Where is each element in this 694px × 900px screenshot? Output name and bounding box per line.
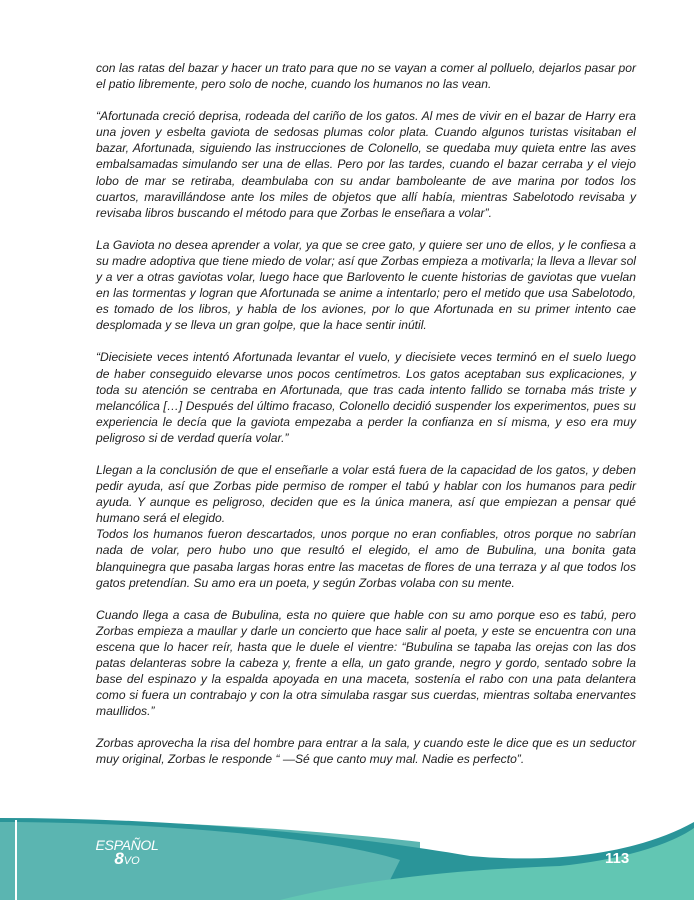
brand-grade-suffix: VO — [123, 855, 140, 867]
paragraph-5: Llegan a la conclusión de que el enseñarle a volar está fuera de la capacidad de los gatos, y deben pedir ayuda, así que Zorbas pide permiso de romper el tabú y hablar con los humanos para pedir ayuda. Y aunque es peligroso, deciden que es la única manera, así que empiezan a pensar qué humano será el elegido. — [96, 462, 636, 526]
brand-logo — [92, 838, 162, 868]
page-body — [96, 60, 636, 784]
paragraph-7: Cuando llega a casa de Bubulina, esta no quiere que hable con su amo porque eso es tabú, pero Zorbas empieza a maullar y darle un concierto que hace salir al poeta, y este se encuentra con una escena que lo hacer reír, hasta que le duele el vientre: “Bubulina se tapaba las orejas con las dos patas delanteras sobre la cabeza y, frente a ella, un gato grande, negro y gordo, sentado sobre la base del espinazo y la espalda apoyada en una maceta, sostenía el rabo con una pata delantera como si fuera un contrabajo y con la otra simulaba rasgar sus cuerdas, mientras soltaba enervantes maullidos.” — [96, 607, 636, 719]
paragraph-8: Zorbas aprovecha la risa del hombre para entrar a la sala, y cuando este le dice que es un seductor muy original, Zorbas le responde “ —Sé que canto muy mal. Nadie es perfecto”. — [96, 736, 636, 767]
brand-grade-number: 8 — [114, 849, 124, 868]
paragraph-4-quote: “Diecisiete veces intentó Afortunada levantar el vuelo, y diecisiete veces terminó en el suelo luego de haber conseguido elevarse unos pocos centímetros. Los gatos aceptaban sus explicaciones, y toda su atención se centraba en Afortunada, que tras cada intento fallido se tornaba más triste y melancólica […] Después del último fracaso, Colonello decidió suspender los experimentos, pues su experiencia le decía que la gaviota empezaba a perder la confianza en sí misma, y eso era muy peligroso si de verdad quería volar.” — [96, 350, 636, 445]
brand-grade — [92, 849, 162, 868]
page-number: 113 — [605, 850, 630, 867]
paragraph-3: La Gaviota no desea aprender a volar, ya que se cree gato, y quiere ser uno de ellos, y le confiesa a su madre adoptiva que tiene miedo de volar; así que Zorbas empieza a motivarla; la lleva a llevar sol y a ver a otras gaviotas volar, luego hace que Barlovento le cuente historias de gaviotas que vuelan en las tormentas y logran que Afortunada se anime a intentarlo; pero el metido que usa Sabelotodo, es tomado de los libros, y habla de los aviones, por lo que Afortunada en su primer intento cae desplomada y se lleva un gran golpe, que la hace sentir inútil. — [96, 237, 636, 333]
paragraph-1: con las ratas del bazar y hacer un trato para que no se vayan a comer al polluelo, dejarlos pasar por el patio libremente, pero solo de noche, cuando los humanos no las vean. — [96, 61, 636, 92]
brand-title: ESPAÑOL — [95, 837, 159, 853]
paragraph-6: Todos los humanos fueron descartados, unos porque no eran confiables, otros porque no sabrían nada de volar, pero hubo uno que resultó el elegido, el amo de Bubulina, una bonita gata blanquinegra que pasaba largas horas entre las macetas de flores de una terraza y al que todos los gatos pretendían. Su amo era un poeta, y según Zorbas volaba con su mente. — [96, 527, 636, 590]
paragraph-2-quote: “Afortunada creció deprisa, rodeada del cariño de los gatos. Al mes de vivir en el bazar de Harry era una joven y esbelta gaviota de sedosas plumas color plata. Cuando algunos turistas visitaban el bazar, Afortunada, siguiendo las instrucciones de Colonello, se quedaba muy quieta entre las aves embalsamadas simulando ser una de ellas. Pero por las tardes, cuando el bazar cerraba y el viejo lobo de mar se retiraba, deambulaba con su andar bamboleante de ave marina por todos los cuartos, maravillándose ante los miles de objetos que allí había, mientras Sabelotodo revisaba y revisaba libros buscando el método para que Zorbas le enseñara a volar”. — [96, 109, 636, 220]
